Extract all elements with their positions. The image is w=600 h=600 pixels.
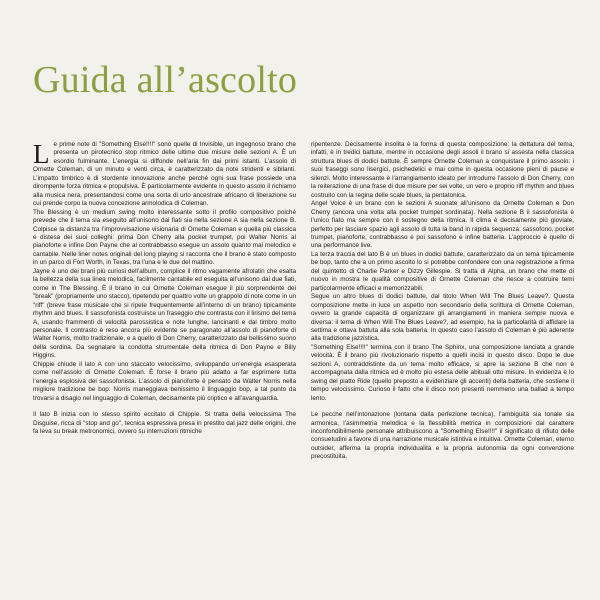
paragraph: Le pecche nell’intonazione (lontana dalla perfezione tecnica), l’ambiguità sia tonale sia armonica, l’asimmetria melodica e la flessibilità metrica in composizioni dal carattere inconfondibilmente personale attribuiscono a "Something Else!!!!" il significato di rifiuto delle consuetudini a favore di una narrazione musicale istintiva e intuitiva. Ornette Coleman, eterno outsider, afferma la propria individualità e la propria autonomia da ogni convenzione precostituita. [311,411,574,461]
paragraph: Il lato B inizia con lo stesso spirito eccitato di Chippie. Si tratta della velocissima The Disguise, ricca di "stop and go", tecnica espressiva presa in prestito dal jazz delle origini, che fa leva su break metronomici, ovvero su interruzioni ritmiche [33,411,296,435]
page-title: Guida all’ascolto [33,59,298,101]
paragraph: Jayne è uno dei brani più curiosi dell’album, complice il ritmo vagamente afrolatin che esalta la bellezza della sua linea melodica, facilmente cantabile ed eseguita all’unisono dai due fiati, come in The Blessing. È il brano in cui Ornette Coleman esegue il più sorprendente dei "break" (propriamente uno stacco), ripetendo per quattro volte un grappolo di note come in un "riff" (breve frase musicale che si ripete frequentemente all’interno di un brano) tipicamente rhythm and blues. Il sassofonista costruisce un fraseggio che contrasta con il lirismo del tema A, usando frammenti di velocità parossistica e note lunghe, lancinanti e dal timbro molto personale. Il contrasto è reso ancora più evidente se paragonato all’assolo di pianoforte di Walter Norris, molto tradizionale, e a quello di Don Cherry, caratterizzato dal bellissimo suono della sordina. Da segnalare la condotta strumentale della ritmica di Don Payne e Billy Higgins. [33,267,296,360]
paragraph: Angel Voice è un brano con le sezioni A suonate all’unisono da Ornette Coleman e Don Cherry (ancora una volta alla pocket trumpet sordinata). Nella sezione B il sassofonista è l’unico fiato ma sempre con il sostegno della ritmica. Il clima è decisamente più gioviale, perfetto per lasciare spazio agli assolo di tutta la band in rapida sequenza: sassofono, pocket trumpet, pianoforte, contrabbasso e poi sassofono e infine batteria. L’approccio è quello di una performance live. [311,200,574,250]
paragraph: "Something Else!!!!" termina con il brano The Sphinx, una composizione lanciata a grande velocità. È il brano più rivoluzionario rispetto a quelli incisi in questo disco. Dopo le due sezioni A, contraddistinte da un tema molto efficace, si apre la sezione B che non è accompagnata dalla ritmica ed è molto più estesa delle abituali otto misure. In evidenza è lo swing del piatto Ride (quello preposto a evidenziare gli accenti) della batteria, che sostiene il tempo velocissimo. Curioso il fatto che il disco non presenti nemmeno una ballad a tempo lento. [311,343,574,402]
paragraph: ripentenze. Decisamente insolita è la forma di questa composizione: la dettatura del tema, infatti, è in tredici battute, mentre in occasione degli assoli il brano si assesta nella classica struttura blues di dodici battute. È sempre Ornette Coleman a conquistare il primo assolo: i suoi fraseggi sono lisergici, psichedelici e mai come in questa occasione pieni di pause e silenzi. Molto interessante è l’arrangiamento ideato per introdurre l’assolo di Don Cherry, con la reiterazione di una frase di due misure per sei volte, un vero e proprio riff rhythm and blues costruito con la regina delle scale blues, la pentatonica. [311,141,574,199]
left-column [33,141,296,436]
paragraph: The Blessing è un medium swing molto interessante sotto il profilo compositivo poiché prevede che il tema sia eseguito all’unisono dai fiati sia nella sezione A sia nella sezione B. Colpisce la distanza tra l’improvvisazione visionaria di Ornette Coleman e quella più classica e distesa dei suoi colleghi: prima Don Cherry alla pocket trumpet, poi Walter Norris al pianoforte e infine Don Payne che al contrabbasso esegue un assolo quanto mai melodico e cantabile. Nelle liner notes originali del long playing si racconta che il brano è stato composto in un parco di Fort Worth, in Texas, tra l’una e le due del mattino. [33,208,296,267]
paragraph: La terza traccia del lato B è un blues in dodici battute, caratterizzato da un tema tipicamente be bop, tanto che a un primo ascolto lo si potrebbe confondere con una registrazione a firma del quintetto di Charlie Parker e Dizzy Gillespie. Si tratta di Alpha, un brano che mette di nuovo in mostra le qualità compositive di Ornette Coleman che riesce a costruire temi particolarmente efficaci e memorizzabili. [311,250,574,292]
drop-cap: L [33,139,50,169]
paragraph: Chippie chiude il lato A con uno staccato velocissimo, sviluppando un’energia esasperata come nell’assolo di Ornette Coleman. È forse il brano più adatto a far esprimere tutta l’energia esplosiva del sassofonista. L’assolo di pianoforte è pensato da Walter Norris nella migliore tradizione be bop: Norris maneggiava benissimo il linguaggio bop, a tal punto da trovarsi a disagio nel linguaggio di Coleman, decisamente più criptico e all’avanguardia. [33,360,296,402]
right-column [311,141,574,462]
paragraph: Segue un altro blues di dodici battute, dal titolo When Will The Blues Leave?. Questa composizione mette in luce un aspetto non secondario della scrittura di Ornette Coleman, ovvero la grande capacità di organizzare gli arrangiamenti in maniera sempre nuova e diversa: il tema di When Will The Blues Leave?, ad esempio, ha la particolarità di affidare la settima e ottava battuta alla sola batteria. In questo caso l’assolo di Coleman è più aderente alla tradizione jazzistica. [311,293,574,343]
paragraph-gap [311,403,574,411]
paragraph: Le prime note di "Something Else!!!!" sono quelle di Invisible, un ingegnoso brano che presenta un pirotecnico stop ritmico delle ultime due misure delle sezioni A. È un esordio fulminante. L’energia si diffonde nell’aria fin dai primi istanti. L’assolo di Ornette Coleman, di un minuto e venti circa, è caratterizzato da note stridenti e sibilanti. L’impatto timbrico è di stordente innovazione anche perché ogni sua frase possiede una dirompente forza ritmica e propulsiva. È particolarmente evidente in questo assolo il richiamo alla musica nera, presentandosi come una sorta di urlo ancestrale africano di liberazione su cui prende corpo la nuova concezione armolodica di Coleman. [33,139,296,208]
paragraph-gap [33,403,296,411]
